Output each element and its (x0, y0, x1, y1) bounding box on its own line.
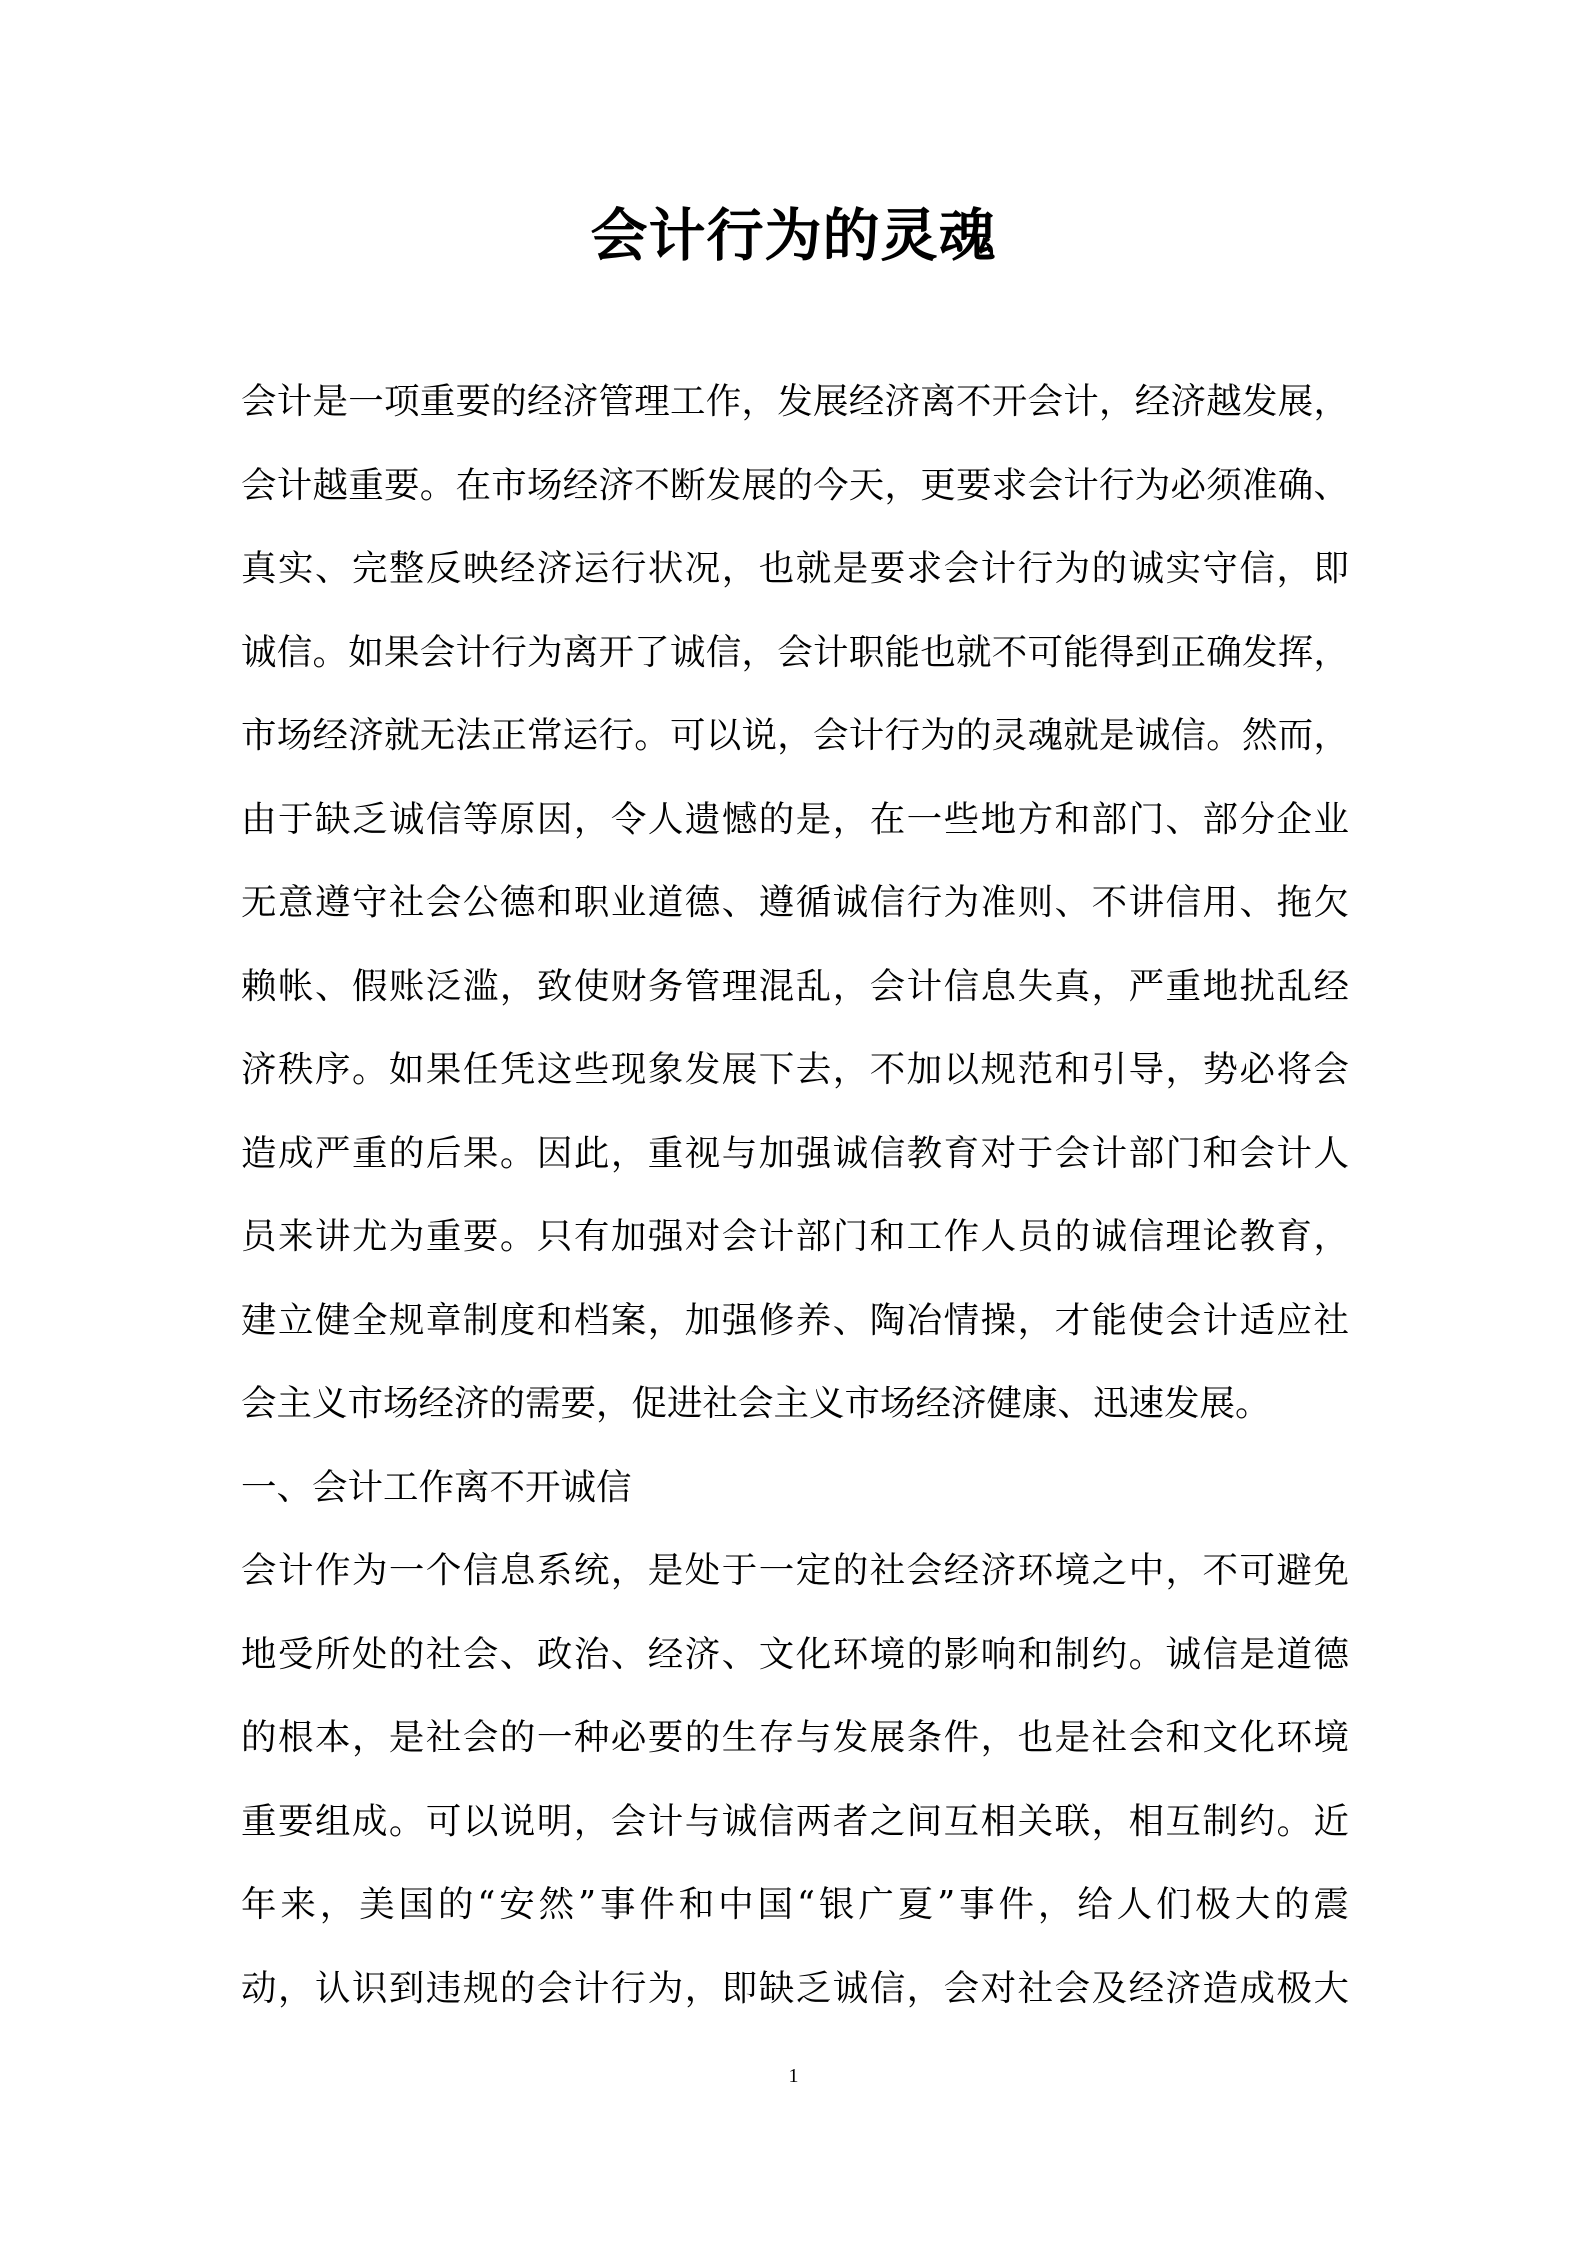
body-line: 由于缺乏诚信等原因，令人遗憾的是，在一些地方和部门、部分企业 (241, 798, 1349, 840)
body-line: 会计越重要。在市场经济不断发展的今天，更要求会计行为必须准确、 (241, 464, 1349, 506)
body-line: 诚信。如果会计行为离开了诚信，会计职能也就不可能得到正确发挥， (241, 631, 1349, 673)
body-line: 重要组成。可以说明，会计与诚信两者之间互相关联，相互制约。近 (241, 1800, 1349, 1842)
page-number: 1 (788, 2065, 799, 2087)
body-line: 员来讲尤为重要。只有加强对会计部门和工作人员的诚信理论教育， (241, 1216, 1349, 1257)
body-line: 的根本，是社会的一种必要的生存与发展条件，也是社会和文化环境 (241, 1717, 1349, 1758)
body-line: 造成严重的后果。因此，重视与加强诚信教育对于会计部门和会计人 (241, 1132, 1349, 1174)
section-heading: 一、会计工作离不开诚信 (241, 1466, 632, 1508)
body-line: 会主义市场经济的需要，促进社会主义市场经济健康、迅速发展。 (241, 1383, 1271, 1424)
body-line: 市场经济就无法正常运行。可以说，会计行为的灵魂就是诚信。然而， (241, 715, 1349, 756)
body-line: 动，认识到违规的会计行为，即缺乏诚信，会对社会及经济造成极大 (241, 1967, 1349, 2009)
document-title: 会计行为的灵魂 (590, 202, 997, 269)
body-line: 会计作为一个信息系统，是处于一定的社会经济环境之中，不可避免 (241, 1550, 1349, 1591)
body-line: 年来，美国的“安然”事件和中国“银广夏”事件，给人们极大的震 (241, 1884, 1349, 1925)
body-line: 真实、完整反映经济运行状况，也就是要求会计行为的诚实守信，即 (241, 548, 1349, 589)
body-line: 地受所处的社会、政治、经济、文化环境的影响和制约。诚信是道德 (241, 1633, 1349, 1675)
body-line: 无意遵守社会公德和职业道德、遵循诚信行为准则、不讲信用、拖欠 (241, 882, 1349, 923)
body-line: 赖帐、假账泛滥，致使财务管理混乱，会计信息失真，严重地扰乱经 (241, 965, 1349, 1007)
body-line: 济秩序。如果任凭这些现象发展下去，不加以规范和引导，势必将会 (241, 1049, 1349, 1090)
document-body (241, 360, 1349, 2030)
body-line: 建立健全规章制度和档案，加强修养、陶冶情操，才能使会计适应社 (241, 1299, 1349, 1341)
body-line: 会计是一项重要的经济管理工作，发展经济离不开会计，经济越发展， (241, 381, 1349, 422)
